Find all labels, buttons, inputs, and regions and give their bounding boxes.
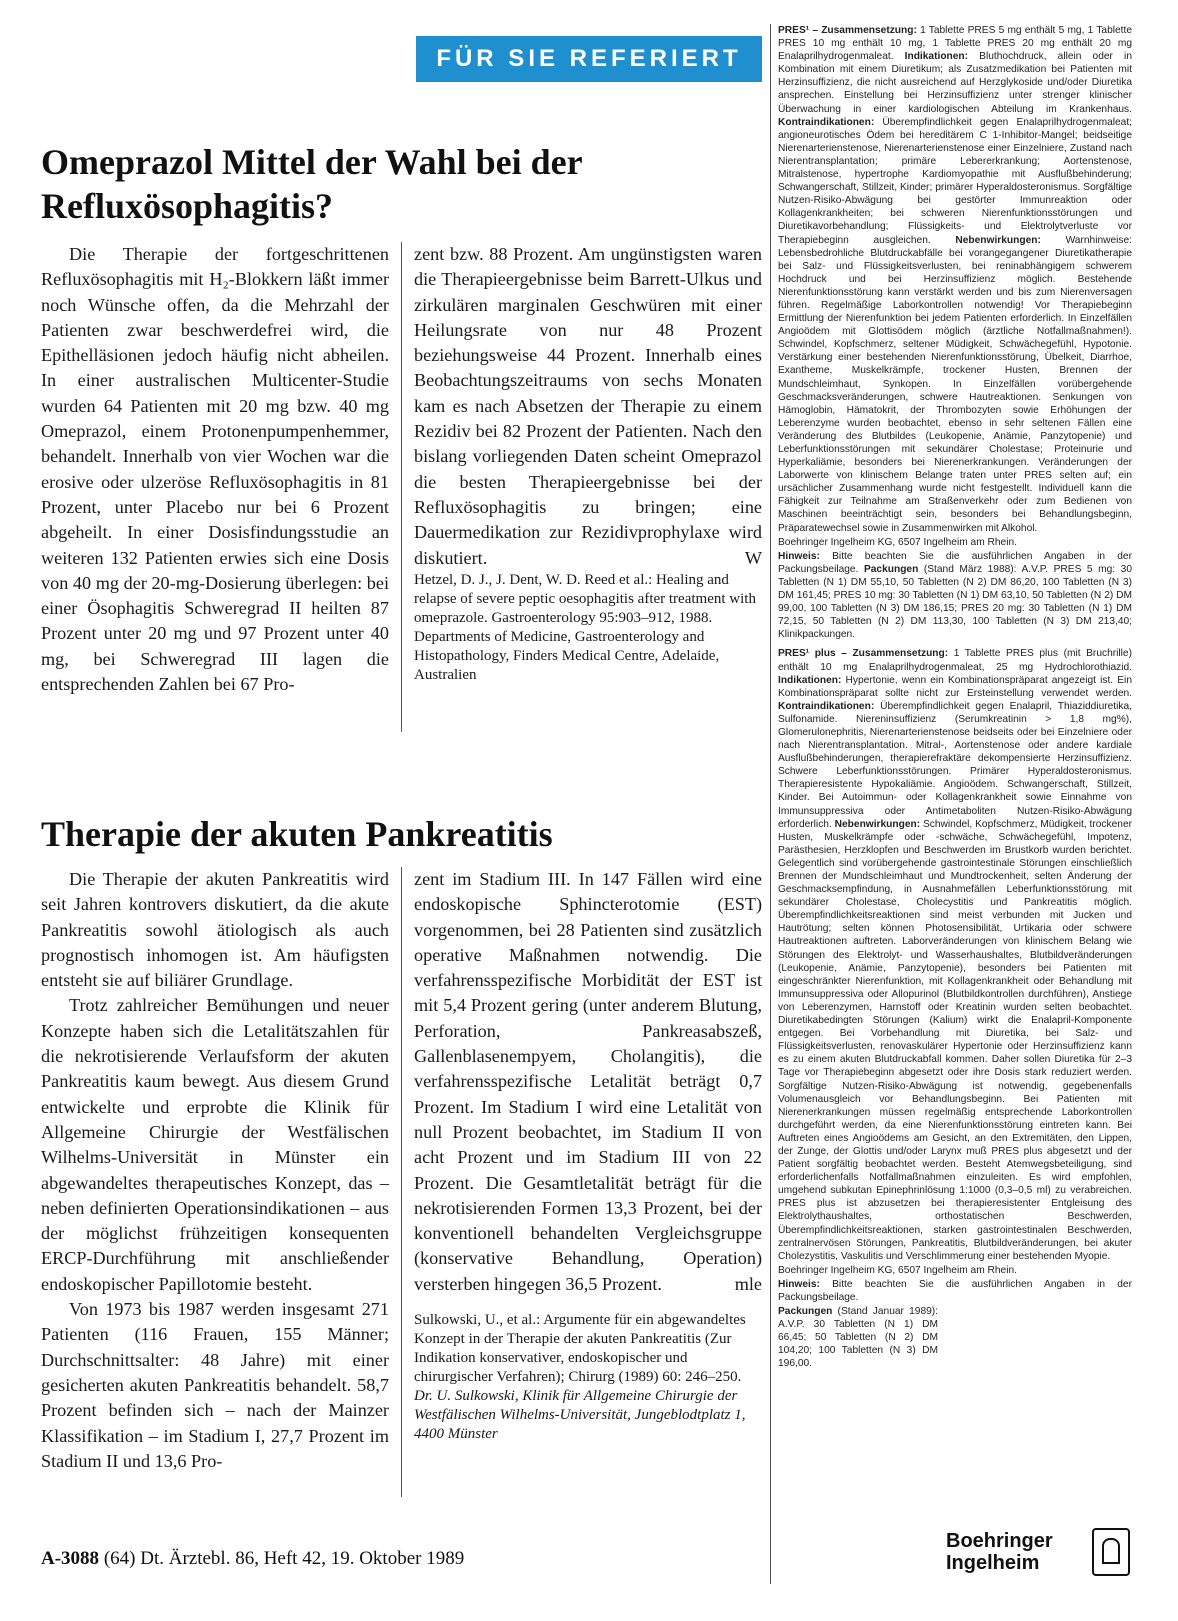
sidebar-text: (Stand Januar 1989): A.V.P. 30 Tabletten (N 1) DM 66,45; 50 Tabletten (N 2) DM 104,20; 100 Tabletten (N 3) DM 196,00. <box>778 1306 938 1370</box>
logo-line: Ingelheim <box>946 1552 1040 1574</box>
sidebar-heading: Hinweis: <box>778 550 820 562</box>
article-title: Therapie der akuten Pankreatitis <box>41 814 553 854</box>
article-column <box>41 242 389 697</box>
boehringer-logo <box>946 1530 1053 1574</box>
sidebar-heading: Packungen <box>778 1306 833 1318</box>
company-line: Boehringer Ingelheim KG, 6507 Ingelheim am Rhein. <box>778 536 1017 548</box>
sidebar-text: Schwindel, Kopfschmerz, Müdigkeit, trockener Husten, Muskelkrämpfe oder -schwäche, Schwächegefühl, Impotenz, Parästhesien, Herzklopfen und Beschwerden im Brustkorb wurden berichtet. Gelegentlich sind vorübergehende gastrointestinale Störungen einschließlich Brennen der Mundschleimhaut und Mundtrockenheit, selten Änderung der Geschmacksempfindung, in Ausnahmefällen Leberfunktionsstörung mit sekundärer Cholestase, Cholecystitis und Pankreatitis möglich. Überempfindlichkeitsreaktionen sind meist verbunden mit Jucken und Hautrötung; selten können Photosensibilität, Urtikaria oder schwere Hautreaktionen auftreten. Laborveränderungen von klinischem Belang wie Störungen des Elektrolyt- und Wasserhaushaltes, Blutbildveränderungen (Leukopenie, Anämie, Panzytopenie), besonders bei Patienten mit eingeschränkter Nierenfunktion, mit Kollagenkrankheit oder Behandlung mit Immunsuppressiva oder Allopurinol (Blutbildkontrollen durchführen), Anstiege von Leberenzymen, Harnstoff oder Kreatinin wurden selten beobachtet. Diuretikabedingten Störungen (Kalium) wirkt die Enalapril-Komponente entgegen. Bei Vorbehandlung mit Diuretika, bei Salz- und Flüssigkeitsverlusten, renovaskulärer Hypertonie oder Herzinsuffizienz kann es zu einem akuten Blutdruckabfall kommen. Daher sollen Diuretika für 2–3 Tage vor Therapiebeginn abgesetzt oder ihre Dosis stark reduziert werden. Sorgfältige Nutzen-Risiko-Abwägung ist notwendig, gegebenenfalls Volumenausgleich vor Behandlungsbeginn. Bei Patienten mit Nierenerkrankungen müssen regelmäßig entsprechende Laborkontrollen durchgeführt werden, da eine Nierenfunktionsstörung eintreten kann. Bei Auftreten eines Angioödems am Gesicht, an den Extremitäten, den Lippen, der Zunge, der Glottis und/oder Larynx muß PRES plus abgesetzt und der Patient sorgfältig beobachtet werden. Besteht Atemwegsbeteiligung, sind erforderlichenfalls Notfallmaßnahmen einzuleiten. Es wird empfohlen, umgehend subkutan Epinephrinlösung 1:1000 (0,3–0,5 ml) zu verabreichen. PRES plus ist abzusetzen bei therapieresistenter Entgleisung des Elektrolythaushaltes, orthostatischen Beschwerden, Überempfindlichkeitsreaktionen, starken gastrointestinalen Beschwerden, zentralnervösen Störungen, Pankreatitis, Blutbildveränderungen, bei akuter Cholezystitis, Vaskulitis und Verschlimmerung einer bestehenden Myopie. <box>778 818 1133 1262</box>
sidebar-heading: PRES¹ – Zusammensetzung: <box>778 25 917 36</box>
article-paragraph: Trotz zahlreicher Bemühungen und neuer Konzepte haben sich die Letalitätszahlen für die nekrotisierende Verlaufsform der akuten Pankreatitis kaum bewegt. Aus diesem Grund entwickelte und erprobte die Klinik für Allgemeine Chirurgie der Westfälischen Wilhelms-Universität in Münster ein abgewandeltes therapeutisches Konzept, das – neben definierten Operationsindikationen – aus der möglichst frühzeitigen konsequenten ERCP-Durchführung mit anschließender endoskopischer Papillotomie besteht. <box>41 995 389 1294</box>
sidebar-text: Bitte beachten Sie die ausführlichen Angaben in der Packungsbeilage. <box>778 550 1132 575</box>
sidebar-heading: Kontraindikationen: <box>778 116 875 128</box>
affiliation: Dr. U. Sulkowski, Klinik für Allgemeine Chirurgie der Westfälischen Wilhelms-Universität, Jungeblodtplatz 1, 4400 Münster <box>414 1388 746 1443</box>
sidebar-heading: Indikationen: <box>904 51 969 63</box>
sidebar-text: Hypertonie, wenn ein Kombinationspräparat angezeigt ist. Ein Kombinationspräparat sollte nicht zur Ersteinstellung verwendet werden. <box>778 674 1132 699</box>
article-paragraph: zent bzw. 88 Prozent. Am ungünstigsten waren die Therapieergebnisse beim Barrett-Ulkus und zirkulären marginalen Geschwüren mit einer Heilungsrate von nur 48 Prozent beziehungsweise 44 Prozent. Innerhalb eines Beobachtungszeitraums von sechs Monaten kam es nach Absetzen der Therapie zu einem Rezidiv bei 82 Prozent der Patienten. Nach den bislang vorliegenden Daten scheint Omeprazol die besten Therapieergebnisse bei der Refluxösophagitis zu bringen; eine Dauermedikation zur Rezidivprophylaxe wird diskutiert. <box>414 244 762 568</box>
reference: Sulkowski, U., et al.: Argumente für ein abgewandeltes Konzept in der Therapie der akuten Pankreatitis (Zur Indikation konservativer, endoskopischer und chirurgischer Verfahren); Chirurg (1989) 60: 246–250. <box>414 1312 746 1386</box>
sidebar-text: Überempfindlichkeit gegen Enalaprilhydrogenmaleat; angioneurotisches Ödem bei hereditärem C 1-Inhibitor-Mangel; beidseitige Nierenarterienstenose, Nierenarterienstenose einer Einzelniere, Zustand nach Nierentransplantation; primäre Lebererkrankung; Aortenstenose, Mitralstenose, hypertrophe Kardiomyopathie mit Ausflußbehinderung; Schwangerschaft, Stillzeit, Kinder; primärer Hyperaldosteronismus. Sorgfältige Nutzen-Risiko-Abwägung bei gestörter Immunreaktion oder Kollagenkrankheiten; bei schweren Nierenfunktionsstörungen und Diuretikavorbehandlung; Flüssigkeits- und Elektrolytverluste vor Therapiebeginn ausgleichen. <box>778 116 1132 246</box>
article-paragraph: Die Therapie der akuten Pankreatitis wird seit Jahren kontrovers diskutiert, da die akute Pankreatitis sowohl ätiologisch als auch prognostisch inhomogen ist. Am häufigsten entsteht sie auf biliärer Grundlage. <box>41 869 389 991</box>
author-signature: mle <box>734 1274 762 1295</box>
sidebar-text: Bluthochdruck, allein oder in Kombination mit einem Diuretikum; als Zusatzmedikation bei Patienten mit Herzinsuffizienz, die nicht ausreichend auf Herzglykoside und/oder Diuretika ansprechen. Einstellung bei Herzinsuffizienz unter strenger klinischer Überwachung in einer kardiologischen Abteilung im Krankenhaus. <box>778 51 1132 115</box>
sidebar-heading: Packungen <box>863 563 919 575</box>
sidebar-text: (Stand März 1988): A.V.P. PRES 5 mg: 30 Tabletten (N 1) DM 55,10, 50 Tabletten (N 2) DM 86,20, 100 Tabletten (N 3) DM 161,45; PRES 10 mg: 30 Tabletten (N 1) DM 63,10, 50 Tabletten (N 2) DM 99,00, 100 Tabletten (N 3) DM 186,15; PRES 20 mg: 30 Tabletten (N 1) DM 72,15, 50 Tabletten (N 2) DM 113,30, 100 Tabletten (N 3) DM 213,40; Klinikpackungen. <box>778 563 1132 641</box>
affiliation: Departments of Medicine, Gastroenterology and Histopathology, Finders Medical Centre, Adelaide, Australien <box>414 629 720 684</box>
logo-line: Boehringer <box>946 1530 1053 1552</box>
article-column <box>414 867 762 1444</box>
column-divider <box>401 242 402 732</box>
company-line: Boehringer Ingelheim KG, 6507 Ingelheim am Rhein. <box>778 1264 1017 1276</box>
reference: Hetzel, D. J., J. Dent, W. D. Reed et al.: Healing and relapse of severe peptic oesophagitis after treatment with omeprazole. Gastroenterology 95:903–912, 1988. <box>414 572 756 627</box>
article-paragraph: zent im Stadium III. In 147 Fällen wird eine endoskopische Sphincterotomie (EST) vorgenommen, bei 28 Patienten sind zusätzlich operative Maßnahmen notwendig. Die verfahrensspezifische Morbidität der EST ist mit 5,4 Prozent gering (unter anderem Blutung, Perforation, Pankreasabszeß, Gallenblasenempyem, Cholangitis), die verfahrensspezifische Letalität beträgt 0,7 Prozent. Im Stadium I wird eine Letalität von null Prozent beobachtet, im Stadium II von acht Prozent und im Stadium III von 22 Prozent. Die Gesamtletalität beträgt für die nekrotisierenden Formen 13,3 Prozent, bei der konventionell behandelten Vergleichsgruppe (konservative Behandlung, Operation) versterben hingegen 36,5 Prozent. <box>414 869 762 1294</box>
sidebar-heading: Kontraindikationen: <box>778 700 875 712</box>
sidebar-divider <box>770 24 771 1584</box>
boehringer-emblem-icon <box>1092 1528 1130 1576</box>
page-footer <box>41 1548 464 1570</box>
author-signature: W <box>744 547 762 568</box>
article-paragraph: Die Therapie der fortgeschrittenen Refluxösophagitis mit H₂-Blokkern läßt immer noch Wünsche offen, da die Mehrzahl der Patienten zwar beschwerdefrei wird, die Epithelläsionen jedoch häufig nicht abheilen. In einer australischen Multicenter-Studie wurden 64 Patienten mit 20 mg bzw. 40 mg Omeprazol, einem Protonenpumpenhemmer, behandelt. Innerhalb von vier Wochen war die erosive oder ulzeröse Refluxösophagitis in 81 Prozent, unter Placebo nur bei 6 Prozent abgeheilt. In einer Dosisfindungsstudie an weiteren 132 Patienten erwies sich eine Dosis von 40 mg der 20-mg-Dosierung überlegen: bei einer Ösophagitis Schweregrad II heilten 87 Prozent unter 20 mg und 97 Prozent unter 40 mg, bei Schweregrad III lagen die entsprechenden Zahlen bei 67 Pro- <box>41 244 389 695</box>
sidebar-heading: PRES¹ plus – Zusammensetzung: <box>778 648 949 660</box>
sidebar-heading: Nebenwirkungen: <box>955 234 1041 246</box>
column-divider <box>401 867 402 1497</box>
article-column <box>414 242 762 685</box>
article-paragraph: Von 1973 bis 1987 werden insgesamt 271 Patienten (116 Frauen, 155 Männer; Durchschnittsalter: 48 Jahre) mit einer gesicherten akuten Pankreatitis behandelt. 58,7 Prozent befinden sich – nach der Mainzer Klassifikation – im Stadium I, 27,7 Prozent im Stadium II und 13,6 Pro- <box>41 1299 389 1471</box>
journal-citation: (64) Dt. Ärztebl. 86, Heft 42, 19. Oktober 1989 <box>103 1548 465 1569</box>
sidebar-heading: Hinweis: <box>778 1278 820 1290</box>
article-column <box>41 867 389 1474</box>
article-title: Omeprazol Mittel der Wahl bei der Refluxösophagitis? <box>41 142 582 226</box>
page-number: A-3088 <box>41 1548 100 1569</box>
drug-information-sidebar <box>778 24 1132 1372</box>
sidebar-heading: Indikationen: <box>778 674 842 686</box>
sidebar-text: 1 Tablette PRES plus (mit Bruchrille) enthält 10 mg Enalaprilhydrogenmaleat, 25 mg Hydrochlorothiazid. <box>778 648 1132 673</box>
sidebar-text: Überempfindlichkeit gegen Enalapril, Thiaziddiuretika, Sulfonamide. Niereninsuffizienz (Serumkreatinin > 1,8 mg%), Glomerulonephritis, Nierenarterienstenose beidseits oder bei Einzelniere oder nach Nierentransplantation. Mitral-, Aortenstenose oder andere kardiale Ausflußbehinderungen, therapierefraktäre dekompensierte Herzinsuffizienz. Schwere Leberfunktionsstörungen. Primärer Hyperaldosteronismus. Therapieresistente Hypokaliämie. Angioödem. Schwangerschaft, Stillzeit, Kinder. Bei Autoimmun- oder Kollagenkrankheit sowie Einnahme von Immunsuppressiva oder Antimetaboliten Nutzen-Risiko-Abwägung erforderlich. <box>778 700 1132 830</box>
sidebar-text: 1 Tablette PRES 5 mg enthält 5 mg, 1 Tablette PRES 10 mg enthält 10 mg, 1 Tablette PRES 20 mg enthält 20 mg Enalaprilhydrogenmaleat. <box>778 25 1132 63</box>
section-banner: FÜR SIE REFERIERT <box>416 36 762 82</box>
sidebar-heading: Nebenwirkungen: <box>834 818 921 830</box>
sidebar-text: Warnhinweise: Lebensbedrohliche Blutdruckabfälle bei vorangegangener Diuretikatherapie bei Salz- und Flüssigkeitsverlusten, bei reninabhängigem schwerem Hochdruck und bei Herzinsuffizienz möglich. Bestehende Nierenfunktionsstörung kann verstärkt werden und bis zum Nierenversagen führen. Regelmäßige Laborkontrollen notwendig! Vor Therapiebeginn Ermittlung der Nierenfunktion bei jedem Patienten erforderlich. In Einzelfällen Angioödem mit Glottisödem möglich (ärztliche Notfallmaßnahmen!). Schwindel, Kopfschmerz, seltener Müdigkeit, Schwächegefühl, Hypotonie. Verstärkung einer bestehenden Nierenfunktionsstörung, Übelkeit, Diarrhoe, Exantheme, Muskelkrämpfe, trockener Husten, Brennen der Mundschleimhaut, Synkopen. In Einzelfällen vorübergehende Geschmacksveränderungen, schwere Hautreaktionen. Senkungen von Hämoglobin, Hämatokrit, der Thrombozyten sowie Erhöhungen der Leberenzyme wurden beobachtet, ebenso in sehr seltenen Fällen eine Veränderung des Blutbildes (Leukopenie, Anämie, Panzytopenie) und Leberfunktionsstörungen mit sekundärer Cholestase; Proteinurie und Hyperkaliämie, besonders bei Nierenerkrankungen. Veränderungen der Laborwerte von klinischem Belange traten unter PRES selten auf; ein ursächlicher Zusammenhang wurde nicht festgestellt. Individuell kann die Fähigkeit zur Teilnahme am Straßenverkehr oder zum Bedienen von Maschinen beeinträchtigt sein, besonders bei Behandlungsbeginn, Präparatewechsel sowie in Zusammenwirken mit Alkohol. <box>778 234 1132 534</box>
sidebar-text: Bitte beachten Sie die ausführlichen Angaben in der Packungsbeilage. <box>778 1278 1132 1303</box>
